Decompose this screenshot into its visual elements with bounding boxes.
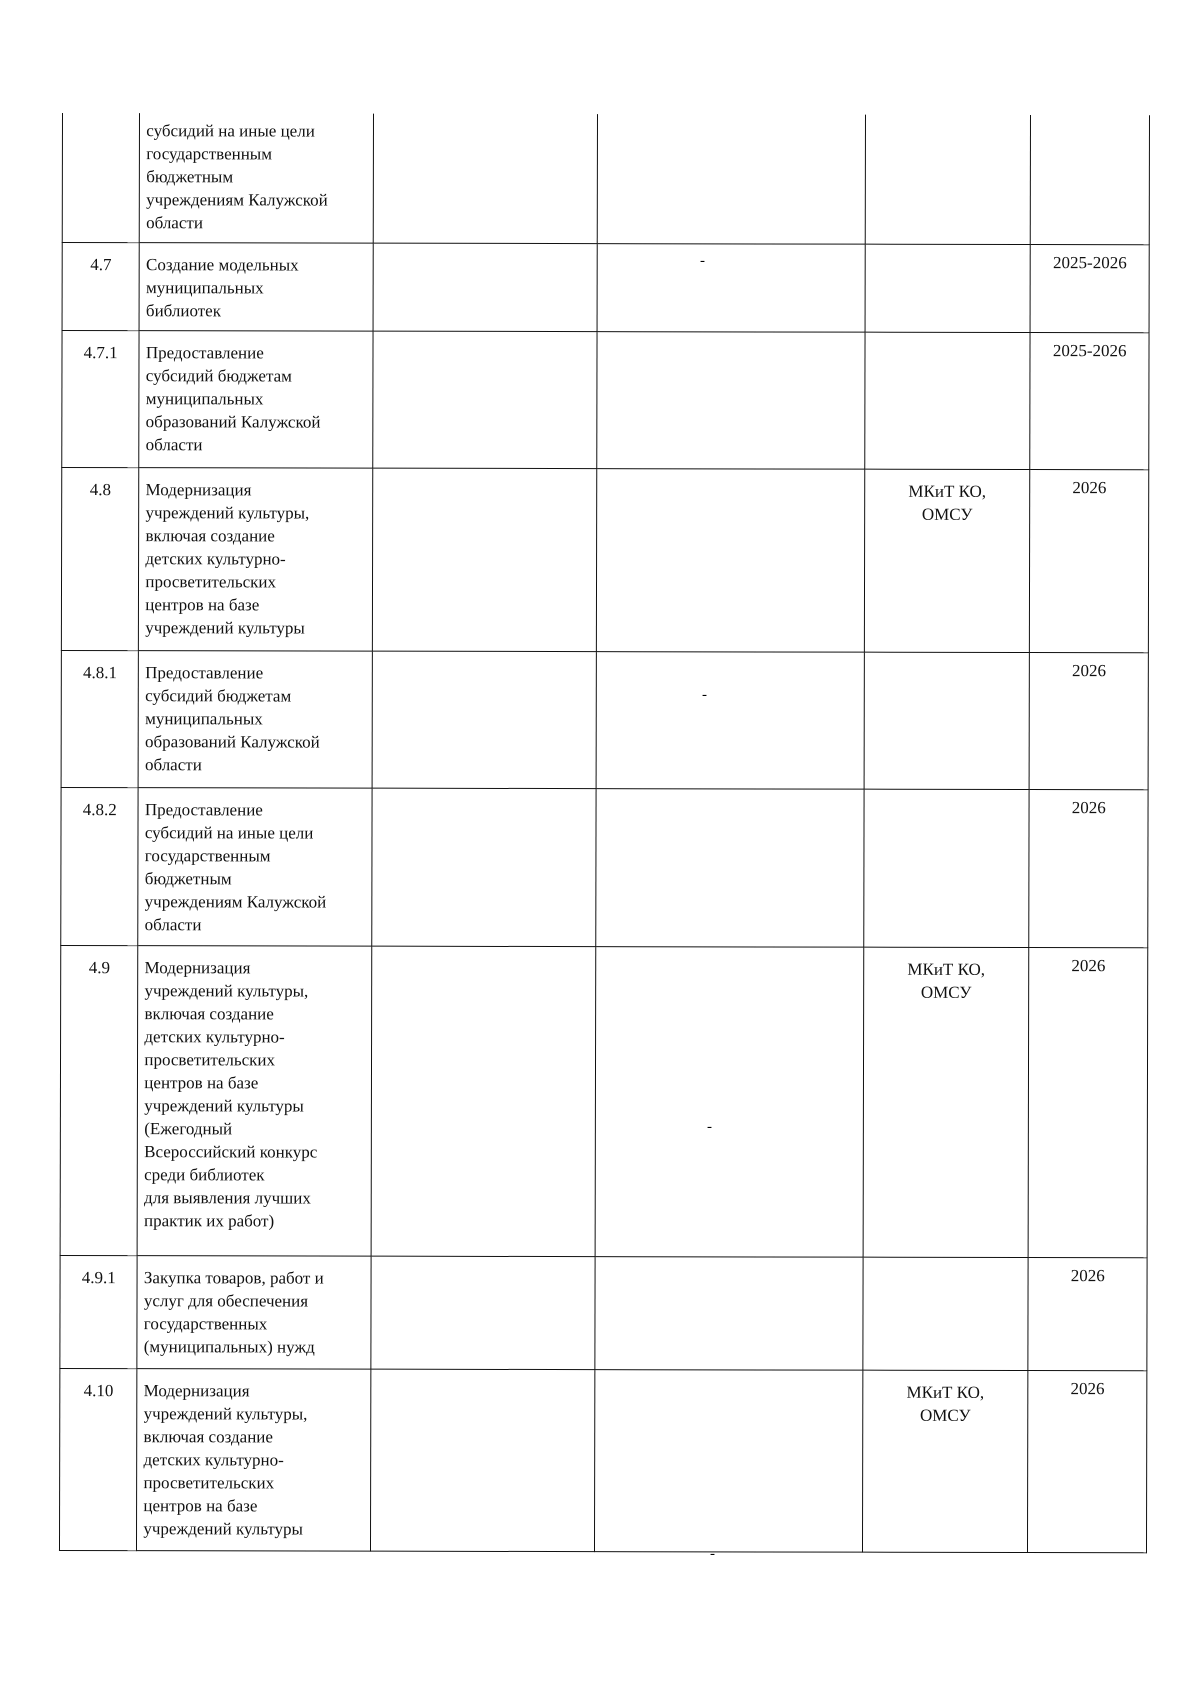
responsible-cell [863, 1257, 1029, 1370]
table-row [60, 945, 1148, 1257]
measure-name-cell: Создание модельных муниципальных библиотек [139, 243, 373, 331]
empty-cell [373, 243, 597, 331]
table-row [61, 468, 1148, 653]
scanned-table-sheet [59, 113, 1150, 1553]
table-row [62, 331, 1149, 470]
table-row [60, 1255, 1147, 1370]
row-number-cell: 4.8.2 [61, 787, 139, 945]
empty-cell [597, 652, 865, 790]
year-cell: 2026 [1028, 948, 1147, 1258]
year-cell: 2025-2026 [1030, 333, 1149, 470]
measure-name-cell: Модернизация учреждений культуры, включая создание детских культурно- просветительских центров на базе учреждений культуры (Ежегодный Всероссийский конкурс среди библиотек для выявления лучших практик их работ) [137, 946, 372, 1256]
empty-cell [372, 946, 597, 1256]
table-row [62, 243, 1149, 333]
year-cell: 2026 [1029, 790, 1148, 948]
year-cell: 2026 [1028, 1371, 1147, 1553]
row-number-cell: 4.9.1 [60, 1255, 138, 1368]
measure-name-cell: Модернизация учреждений культуры, включая создание детских культурно- просветительских центров на базе учреждений культуры [139, 468, 373, 651]
year-cell: 2026 [1029, 653, 1148, 790]
program-measures-table [59, 113, 1150, 1553]
empty-cell [596, 947, 864, 1258]
row-number-cell: 4.10 [59, 1368, 137, 1550]
responsible-cell: МКиТ КО, ОМСУ [863, 947, 1029, 1257]
table-row [62, 113, 1149, 245]
measure-name-cell: субсидий на иные цели государственным бюджетным учреждениям Калужской области [140, 113, 374, 243]
empty-cell [595, 1370, 863, 1553]
table-row [61, 650, 1148, 789]
dash-mark: - [702, 687, 707, 703]
empty-cell [371, 1369, 595, 1551]
empty-cell [597, 244, 864, 333]
year-cell: 2025-2026 [1030, 245, 1149, 333]
empty-cell [373, 331, 597, 468]
responsible-cell [863, 789, 1029, 947]
dash-mark: - [700, 253, 705, 269]
measure-name-cell: Предоставление субсидий бюджетам муниципальных образований Калужской области [138, 651, 372, 788]
empty-cell [372, 651, 596, 788]
row-number-cell [62, 113, 140, 243]
empty-cell [596, 789, 864, 948]
responsible-cell [865, 244, 1031, 332]
year-cell: 2026 [1028, 1258, 1147, 1371]
table-row [59, 1368, 1146, 1552]
row-number-cell: 4.8.1 [61, 650, 139, 787]
empty-cell [595, 1257, 862, 1371]
measure-name-cell: Закупка товаров, работ и услуг для обеспечения государственных (муниципальных) нужд [137, 1256, 371, 1369]
empty-cell [374, 114, 598, 244]
row-number-cell: 4.9 [60, 945, 138, 1255]
row-number-cell: 4.7.1 [62, 331, 140, 468]
responsible-cell: МКиТ КО, ОМСУ [864, 469, 1030, 652]
year-cell: 2026 [1030, 470, 1149, 653]
dash-mark: - [707, 1119, 712, 1135]
responsible-cell: МКиТ КО, ОМСУ [862, 1370, 1028, 1552]
empty-cell [371, 1256, 595, 1369]
empty-cell [597, 469, 865, 653]
empty-cell [372, 788, 596, 946]
row-number-cell: 4.8 [61, 468, 139, 651]
row-number-cell: 4.7 [62, 243, 140, 331]
responsible-cell [865, 115, 1031, 245]
year-cell [1031, 115, 1150, 245]
measure-name-cell: Предоставление субсидий бюджетам муниципальных образований Калужской области [139, 331, 373, 468]
dash-mark: - [710, 1546, 715, 1562]
table-row [61, 787, 1148, 947]
responsible-cell [864, 652, 1030, 789]
measure-name-cell: Предоставление субсидий на иные цели государственным бюджетным учреждениям Калужской области [138, 788, 372, 946]
empty-cell [373, 468, 597, 651]
empty-cell [598, 114, 865, 244]
responsible-cell [864, 332, 1030, 469]
measure-name-cell: Модернизация учреждений культуры, включая создание детских культурно- просветительских центров на базе учреждений культуры [137, 1369, 371, 1551]
empty-cell [597, 332, 865, 470]
